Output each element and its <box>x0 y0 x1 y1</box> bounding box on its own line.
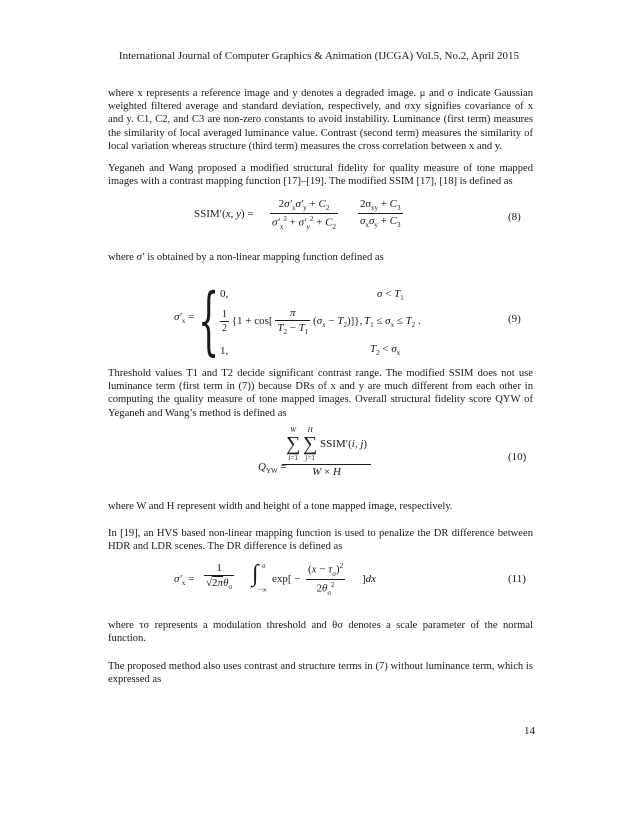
paper-page: International Journal of Computer Graphics & Animation (IJCGA) Vol.5, No.2, April 2015 where x represents a reference image and y denotes a degraded image. μ and σ indicate Gaussian weighted filtered average and standard deviation, respectively, and σxy signifies covariance of x and y. C1, C2, and C3 are non-zero constants to avoid instability. Luminance (first term) measures the similarity of local averaged luminance value. Contrast (second term) measures the similarity of local variation whereas structure (third term) measures the cross correlation between x and y. Yeganeh and Wang proposed a modified structural fidelity for quality measure of tone mapped images with a contrast mapping function [17]–[19]. The modified SSIM [17], [18] is defined as SSIM′(x, y) = $\frac{2\sigma'_x\sigma'_y + C_2}{\sigma'_x^2 + \sigma'_y^2 + C_2}$ $2\sigma_{xy} + C_3$ $\sigma_x\sigma_y + C_3$ (8) where σ′ is obtained by a non-linear mapping function defined as $\sigma'_x$ = { 0, $\frac{1}{2}$ {1 + cos[ $\frac{\pi}{T_2 - T_1}$ $(\sigma_x - T_2)$]}, 1, $\sigma < T_1$ $T_1 \le \sigma_x \le T_2$ . $T_2 < \sigma_x$ (9) Threshold values T1 and T2 decide significant contrast range. The modified SSIM does not use luminance term (first term in (7)) because DRs of x and y are much different from each other in computing the quality measure of tone mapped images. Overall structural fidelity score QYW of Yeganeh and Wang’s method is defined as $Q_{YW}$ = W ∑ i=1 H ∑ j=1 SSIM′(i, j) W × H (10) where W and H represent width and height of a tone mapped image, respectively. In [19], an HVS based non-linear mapping function is used to penalize the DR difference between HDR and LDR scenes. The DR difference is defined as $\sigma'_x$ = 1 $√2\pi\theta_\sigma$ ∫ σ −∞ exp[ − $\frac{(x - \tau_\sigma)^2}{2\theta_\sigma^2}$ ]dx (11) where τσ represents a modulation threshold and θσ denotes a scale parameter of the normal function. The proposed method also uses contrast and structure terms in (7) without luminance term, which is expressed as 14 <box>0 0 638 826</box>
equation-10-number: (10) <box>508 451 527 463</box>
paragraph-4: Threshold values T1 and T2 decide significant contrast range. The modified SSIM does not use luminance term (first term in (7)) because DRs of x and y are much different from each other in computing the quality measure of tone mapped images. Overall structural fidelity score QYW of Yeganeh and Wang’s method is defined as <box>108 368 533 419</box>
paragraph-1: where x represents a reference image and y denotes a degraded image. μ and σ indicate Gaussian weighted filtered average and standard deviation, respectively, and σxy signifies covariance of x and y. C1, C2, and C3 are non-zero constants to avoid instability. Luminance (first term) measures the similarity of local averaged luminance value. Contrast (second term) measures the similarity of local variation whereas structure (third term) measures the cross correlation between x and y. <box>108 88 533 152</box>
equation-9-number: (9) <box>508 313 521 325</box>
equation-8-number: (8) <box>508 211 521 223</box>
paragraph-2: Yeganeh and Wang proposed a modified structural fidelity for quality measure of tone mapped images with a contrast mapping function [17]–[19]. The modified SSIM [17], [18] is defined as <box>108 163 533 188</box>
page-number: 14 <box>524 725 535 737</box>
paragraph-3: where σ′ is obtained by a non-linear mapping function defined as <box>108 252 384 263</box>
paragraph-8: The proposed method also uses contrast and structure terms in (7) without luminance term, which is expressed as <box>108 661 533 686</box>
paragraph-7: where τσ represents a modulation threshold and θσ denotes a scale parameter of the normal function. <box>108 620 533 645</box>
running-header: International Journal of Computer Graphics & Animation (IJCGA) Vol.5, No.2, April 2015 <box>118 50 520 62</box>
paragraph-6: In [19], an HVS based non-linear mapping function is used to penalize the DR difference between HDR and LDR scenes. The DR difference is defined as <box>108 528 533 553</box>
equation-11-number: (11) <box>508 573 526 585</box>
paragraph-5: where W and H represent width and height of a tone mapped image, respectively. <box>108 501 453 512</box>
